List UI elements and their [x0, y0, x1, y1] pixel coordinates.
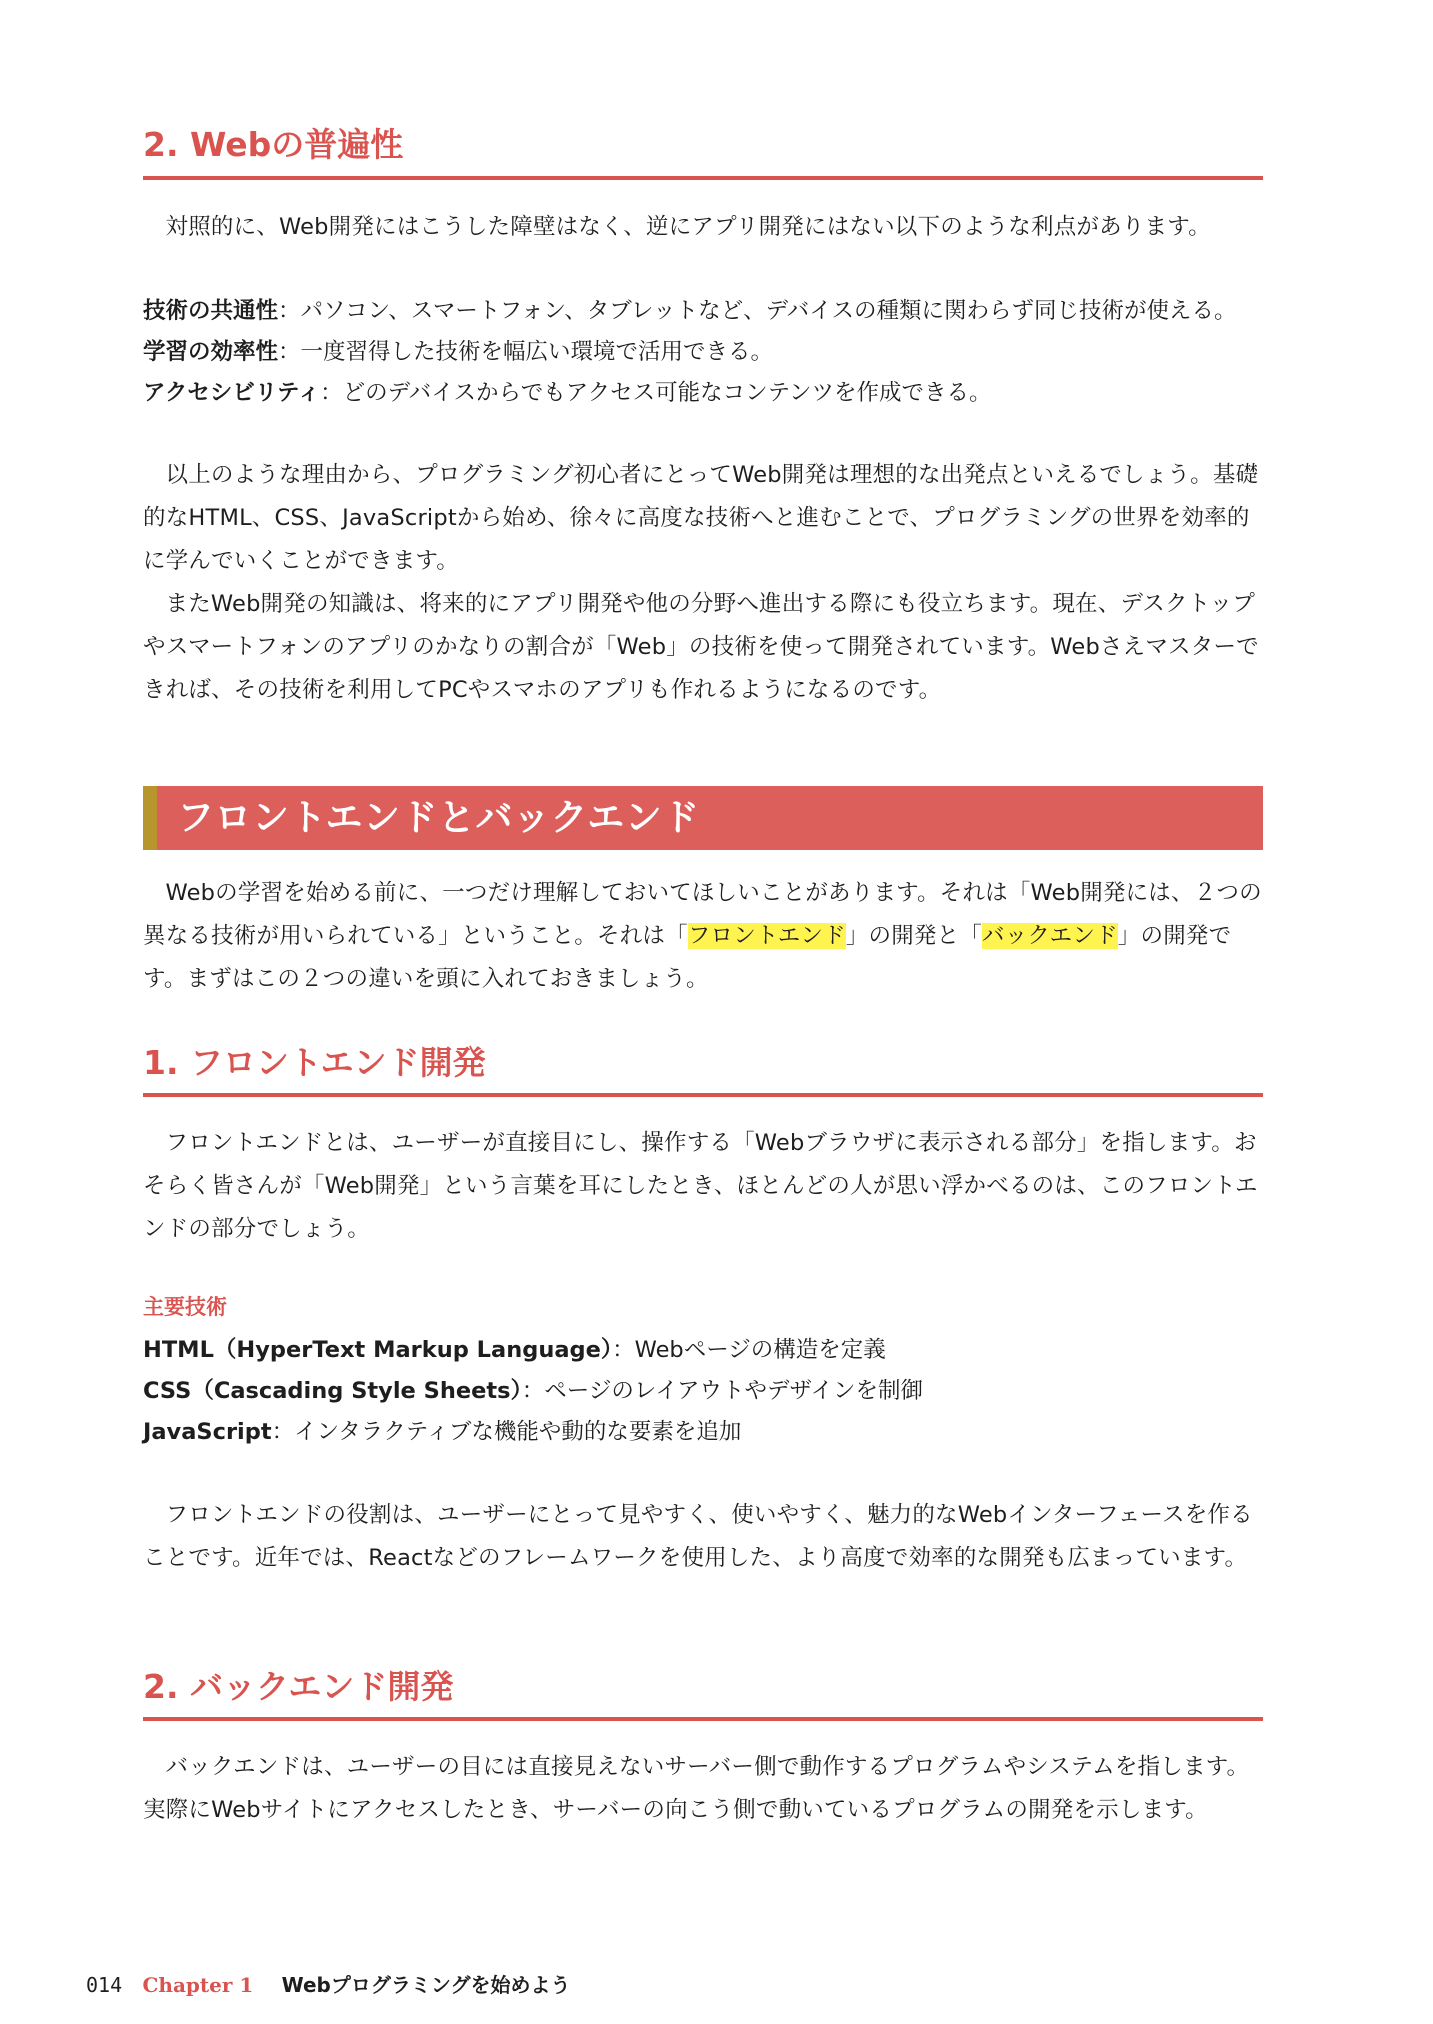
tech-term: CSS（Cascading Style Sheets） — [143, 1378, 522, 1404]
paragraph-frontend-role: フロントエンドの役割は、ユーザーにとって見やすく、使いやすく、魅力的なWebインターフェースを作ることです。近年では、Reactなどのフレームワークを使用した、より高度で効率的な開発も広まっています。 — [143, 1502, 1253, 1571]
section-heading-web-universality: 2. Webの普遍性 — [143, 125, 404, 164]
heading-rule — [143, 1093, 1263, 1097]
highlight-backend: バックエンド — [982, 923, 1118, 949]
list-item — [143, 332, 1263, 373]
paragraph-frontend-desc: フロントエンドとは、ユーザーが直接目にし、操作する「Webブラウザに表示される部分」を指します。おそらく皆さんが「Web開発」という言葉を耳にしたとき、ほとんどの人が思い浮かべるのは、このフロントエンドの部分でしょう。 — [143, 1130, 1258, 1242]
paragraph-front-back-intro — [143, 872, 1263, 1001]
page-number: 014 — [86, 1973, 123, 1997]
benefit-list — [143, 291, 1263, 414]
banner-accent-bar — [143, 786, 157, 850]
section-heading-backend: 2. バックエンド開発 — [143, 1667, 454, 1706]
benefit-desc: ：パソコン、スマートフォン、タブレットなど、デバイスの種類に関わらず同じ技術が使える。 — [278, 298, 1237, 324]
paragraph-backend-desc: バックエンドは、ユーザーの目には直接見えないサーバー側で動作するプログラムやシステムを指します。実際にWebサイトにアクセスしたとき、サーバーの向こう側で動いているプログラムの開発を示します。 — [143, 1754, 1250, 1823]
intro-text-1: Webの学習を始める前に、一つだけ理解しておいてほしいことがあります。それは「Web開発には、２つの異なる技術が用いられている」ということ。それは「 — [143, 880, 1262, 949]
intro-text-3: 」の開発です。まずはこの２つの違いを頭に入れておきましょう。 — [143, 923, 1232, 992]
benefit-term: アクセシビリティ — [143, 380, 321, 406]
banner-title: フロントエンドとバックエンド — [177, 796, 700, 839]
intro-text-2: 」の開発と「 — [845, 923, 983, 949]
paragraph-app-dev: またWeb開発の知識は、将来的にアプリ開発や他の分野へ進出する際にも役立ちます。現在、デスクトップやスマートフォンのアプリのかなりの割合が「Web」の技術を使って開発されています。Webさえマスターできれば、その技術を利用してPCやスマホのアプリも作れるようになるのです。 — [143, 591, 1259, 703]
list-item — [143, 291, 1263, 332]
list-item — [143, 1371, 1263, 1412]
tech-term: JavaScript — [143, 1419, 272, 1445]
benefit-term: 学習の効率性 — [143, 339, 279, 365]
highlight-frontend: フロントエンド — [687, 923, 846, 949]
paragraph-intro: 対照的に、Web開発にはこうした障壁はなく、逆にアプリ開発にはない以下のような利点があります。 — [165, 214, 1211, 240]
section-heading-frontend: 1. フロントエンド開発 — [143, 1043, 486, 1082]
heading-rule — [143, 1717, 1263, 1721]
page-footer — [86, 1969, 570, 1998]
list-item — [143, 373, 1263, 414]
benefit-desc: ：一度習得した技術を幅広い環境で活用できる。 — [278, 339, 774, 365]
tech-term: HTML（HyperText Markup Language） — [143, 1337, 613, 1363]
chapter-label: Chapter 1 — [142, 1973, 254, 1997]
chapter-section-banner — [143, 786, 1263, 850]
paragraph-reason: 以上のような理由から、プログラミング初心者にとってWeb開発は理想的な出発点といえるでしょう。基礎的なHTML、CSS、JavaScriptから始め、徐々に高度な技術へと進むことで、プログラミングの世界を効率的に学んでいくことができます。 — [143, 462, 1259, 574]
tech-desc: ：ページのレイアウトやデザインを制御 — [521, 1378, 923, 1404]
list-item — [143, 1412, 1263, 1453]
heading-rule — [143, 176, 1263, 180]
tech-desc: ：Webページの構造を定義 — [612, 1337, 886, 1363]
tech-list — [143, 1330, 1263, 1453]
list-item — [143, 1330, 1263, 1371]
benefit-term: 技術の共通性 — [143, 298, 279, 324]
benefit-desc: ：どのデバイスからでもアクセス可能なコンテンツを作成できる。 — [320, 380, 992, 406]
tech-desc: ：インタラクティブな機能や動的な要素を追加 — [271, 1419, 742, 1445]
chapter-title: Webプログラミングを始めよう — [281, 1973, 571, 1997]
tech-label: 主要技術 — [143, 1295, 227, 1319]
